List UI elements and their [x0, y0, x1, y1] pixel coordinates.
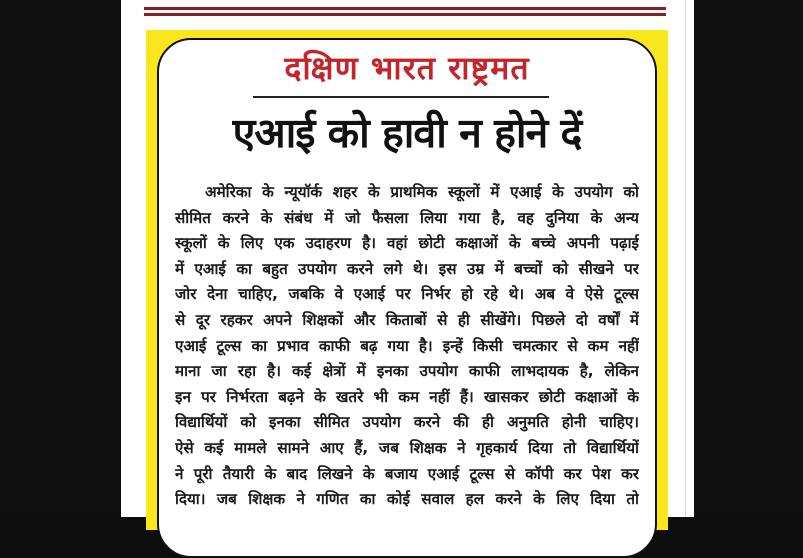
- body-line: इन पर निर्भरता बढ़ने के खतरे भी कम नहीं हैं। खासकर छोटी कक्षाओं के: [175, 387, 639, 406]
- masthead: दक्षिण भारत राष्ट्रमत: [284, 49, 530, 87]
- body-line: ने पूरी तैयारी के बाद लिखने के बजाय एआई टूल्स से कॉपी कर पेश कर: [175, 464, 639, 483]
- body-line: ऐसे कई मामले सामने आए हैं, जब शिक्षक ने गृहकार्य दिया तो विद्यार्थियों: [175, 438, 639, 457]
- newspaper-page: [121, 0, 694, 517]
- body-line: विद्यार्थियों को इनका सीमित उपयोग करने की ही अनुमति होनी चाहिए।: [175, 413, 639, 432]
- headline: एआई को हावी न होने दें: [232, 109, 582, 157]
- left-background: [0, 0, 121, 517]
- body-line: अमेरिका के न्यूयॉर्क शहर के प्राथमिक स्कूलों में एआई के उपयोग को: [205, 183, 639, 201]
- body-line: सीमित करने के संबंध में जो फैसला लिया गया है, वह दुनिया के अन्य: [175, 208, 639, 227]
- right-background: [694, 0, 803, 517]
- page-edge: [685, 0, 686, 517]
- body-line: जोर देना चाहिए, जबकि वे एआई पर निर्भर हो रहे थे। अब वे ऐसे टूल्स: [175, 285, 639, 304]
- masthead-underline: [253, 96, 549, 98]
- body-line: माना जा रहा है। कई क्षेत्रों में इनका उपयोग काफी लाभदायक है, लेकिन: [175, 362, 639, 381]
- body-line: में एआई का बहुत उपयोग करने लगे थे। इस उम्र में बच्चों को सीखने पर: [175, 259, 639, 278]
- editorial-frame: [146, 30, 668, 530]
- body-line: दिया। जब शिक्षक ने गणित का कोई सवाल हल करने के लिए दिया तो: [175, 490, 639, 509]
- body-line: एआई टूल्स का प्रभाव काफी बढ़ गया है। इन्हें किसी चमत्कार से कम नहीं: [175, 336, 639, 355]
- top-rule: [144, 7, 666, 10]
- editorial-card: [157, 38, 657, 558]
- body-line: से दूर रहकर अपने शिक्षकों और किताबों से ही सीखेंगे। पिछले दो वर्षों में: [175, 310, 639, 329]
- top-rule-second: [144, 13, 666, 16]
- article-body: [175, 180, 639, 513]
- body-line: स्कूलों के लिए एक उदाहरण है। वहां छोटी कक्षाओं के बच्चे अपनी पढ़ाई: [175, 234, 639, 253]
